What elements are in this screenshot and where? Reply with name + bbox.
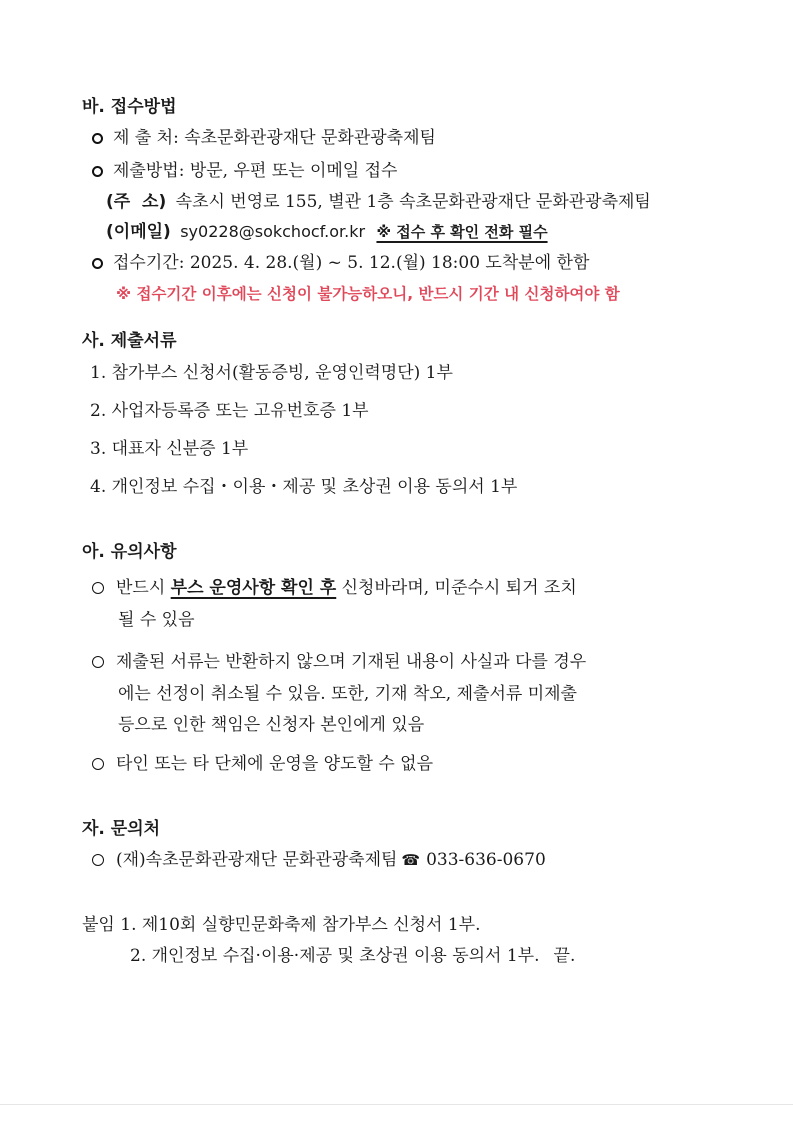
end-mark: 끝.: [553, 946, 576, 966]
note-1-row: [92, 577, 577, 599]
note-1-suffix: 신청바라며, 미준수시 퇴거 조치: [336, 578, 577, 598]
attachment-line-2-row: [130, 945, 575, 967]
bullet-icon: [92, 656, 104, 668]
email-label: (이메일): [106, 222, 171, 242]
method-text: 제출방법: 방문, 우편 또는 이메일 접수: [113, 161, 398, 181]
period-warning: ※ 접수기간 이후에는 신청이 불가능하오니, 반드시 기간 내 신청하여야 함: [116, 285, 620, 303]
phone-icon: ☎: [401, 851, 421, 869]
document-item: 2. 사업자등록증 또는 고유번호증 1부: [90, 401, 369, 421]
note-2-line1: 제출된 서류는 반환하지 않으며 기재된 내용이 사실과 다를 경우: [116, 652, 587, 672]
page-bottom-edge: [0, 1104, 793, 1105]
section-title-submission: 바. 접수방법: [82, 97, 177, 117]
attachment-line-1: 붙임 1. 제10회 실향민문화축제 참가부스 신청서 1부.: [82, 915, 481, 935]
bullet-icon: [92, 133, 103, 144]
note-3-text: 타인 또는 타 단체에 운영을 양도할 수 없음: [116, 754, 434, 774]
section-title-notes: 아. 유의사항: [82, 542, 177, 562]
period-text: 접수기간: 2025. 4. 28.(월) ~ 5. 12.(월) 18:00 도착분에 한함: [113, 253, 590, 273]
period-row: [92, 252, 589, 274]
attachment-line-2: 2. 개인정보 수집·이용·제공 및 초상권 이용 동의서 1부.: [130, 946, 540, 966]
note-2-line2: 에는 선정이 취소될 수 있음. 또한, 기재 착오, 제출서류 미제출: [118, 684, 577, 704]
bullet-icon: [92, 258, 103, 269]
bullet-icon: [92, 582, 104, 594]
email-row: [106, 221, 548, 243]
section-title-contact: 자. 문의처: [82, 819, 161, 839]
note-1-line2: 될 수 있음: [118, 610, 195, 630]
note-2-line3: 등으로 인한 책임은 신청자 본인에게 있음: [118, 715, 425, 735]
contact-row: [92, 849, 546, 871]
bullet-icon: [92, 166, 103, 177]
address-row: [106, 191, 651, 213]
note-1-emphasis: 부스 운영사항 확인 후: [170, 578, 337, 598]
method-row: [92, 160, 397, 182]
submit-to-text: 제 출 처: 속초문화관광재단 문화관광축제팀: [113, 128, 436, 148]
address-label: (주 소): [106, 192, 167, 212]
note-2-row: [92, 651, 586, 673]
document-item: 1. 참가부스 신청서(활동증빙, 운영인력명단) 1부: [90, 363, 453, 383]
note-3-row: [92, 753, 433, 775]
section-title-documents: 사. 제출서류: [82, 331, 177, 351]
bullet-icon: [92, 758, 104, 770]
address-value: 속초시 번영로 155, 별관 1층 속초문화관광재단 문화관광축제팀: [175, 192, 651, 212]
contact-org: (재)속초문화관광재단 문화관광축제팀: [116, 850, 398, 870]
contact-phone: 033-636-0670: [426, 850, 546, 870]
document-item: 3. 대표자 신분증 1부: [90, 439, 249, 459]
submit-to-row: [92, 127, 436, 149]
bullet-icon: [92, 854, 104, 866]
note-1-prefix: 반드시: [116, 578, 171, 598]
document-item: 4. 개인정보 수집・이용・제공 및 초상권 이용 동의서 1부: [90, 477, 518, 497]
email-value: sy0228@sokchocf.or.kr: [180, 222, 366, 241]
email-note: ※ 접수 후 확인 전화 필수: [376, 223, 548, 241]
